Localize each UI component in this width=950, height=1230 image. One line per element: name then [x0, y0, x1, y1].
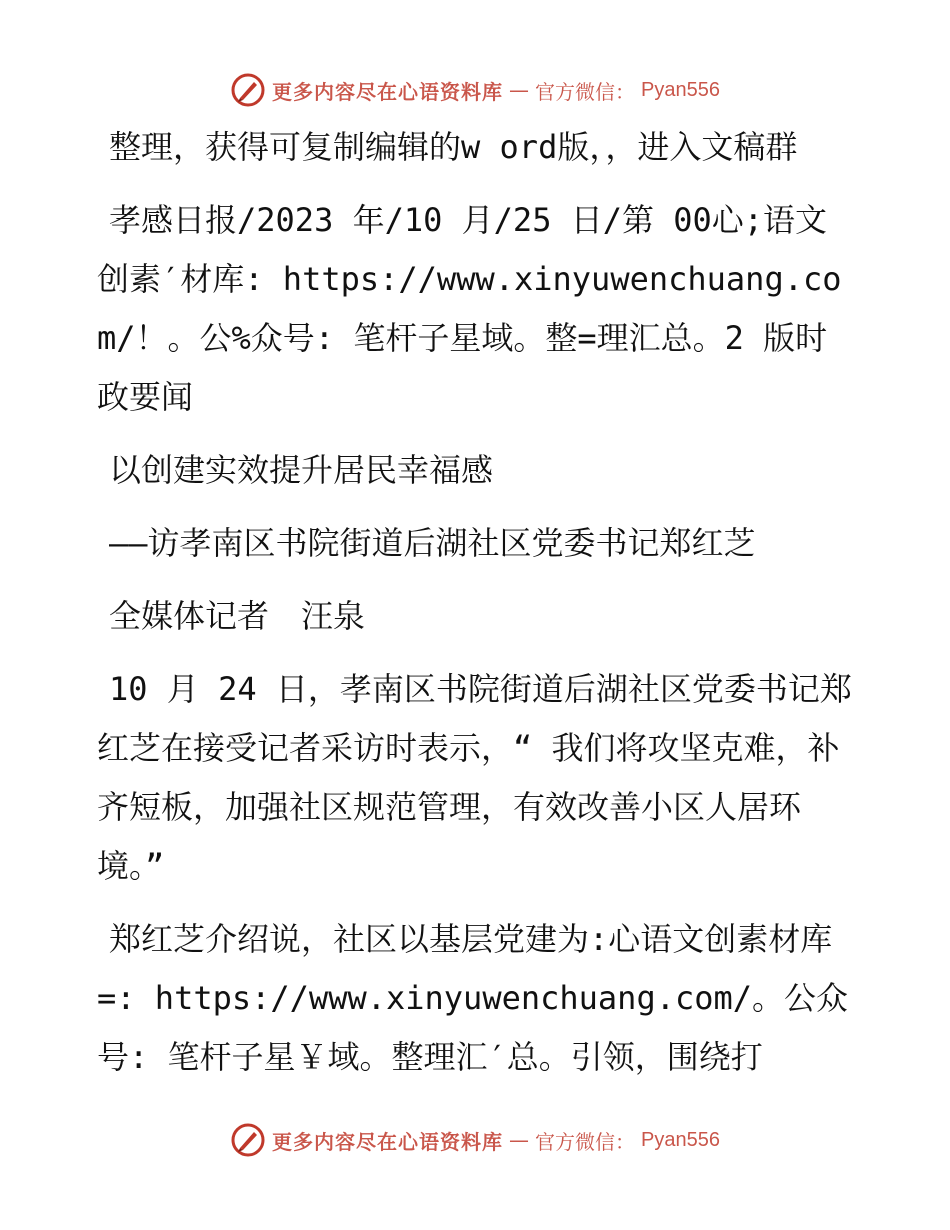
paragraph-body-1: 10 月 24 日，孝南区书院街道后湖社区党委书记郑红芝在接受记者采访时表示，“ 我们将攻坚克难，补齐短板，加强社区规范管理，有效改善小区人居环境。”: [97, 670, 852, 885]
paragraph-source: 孝感日报/2023 年/10 月/25 日/第 00心;语文创素′材库: https://www.xinyuwenchuang.com/！。公%众号: 笔杆子星域。整=理汇总。2 版时政要闻: [97, 201, 842, 416]
paragraph-intro: 整理，获得可复制编辑的w ord版，，进入文稿群: [109, 128, 798, 166]
paragraph-body-2: 郑红芝介绍说，社区以基层党建为:心语文创素材库=: https://www.xinyuwenchuang.com/。公众号: 笔杆子星￥域。整理汇′总。引领，围绕打: [97, 920, 849, 1076]
banner-wechat-id: Pyan556: [641, 78, 720, 101]
footer-watermark-banner: [0, 1120, 950, 1160]
banner-wechat-label: 官方微信：: [535, 1129, 636, 1154]
banner-wechat-label: 官方微信：: [535, 79, 636, 104]
banner-text: 更多内容尽在心语资料库: [272, 79, 504, 104]
document-body: [97, 118, 857, 1101]
banner-text: 更多内容尽在心语资料库: [272, 1129, 504, 1154]
header-watermark-banner: [0, 70, 950, 110]
quill-seal-icon: [230, 72, 266, 108]
banner-dash: —: [509, 78, 530, 102]
quill-seal-icon: [230, 1122, 266, 1158]
article-byline: 全媒体记者 汪泉: [109, 597, 366, 635]
banner-dash: —: [509, 1128, 530, 1152]
banner-wechat-id: Pyan556: [641, 1128, 720, 1151]
article-subtitle: ——访孝南区书院街道后湖社区党委书记郑红芝: [109, 524, 756, 562]
article-title: 以创建实效提升居民幸福感: [109, 451, 494, 489]
